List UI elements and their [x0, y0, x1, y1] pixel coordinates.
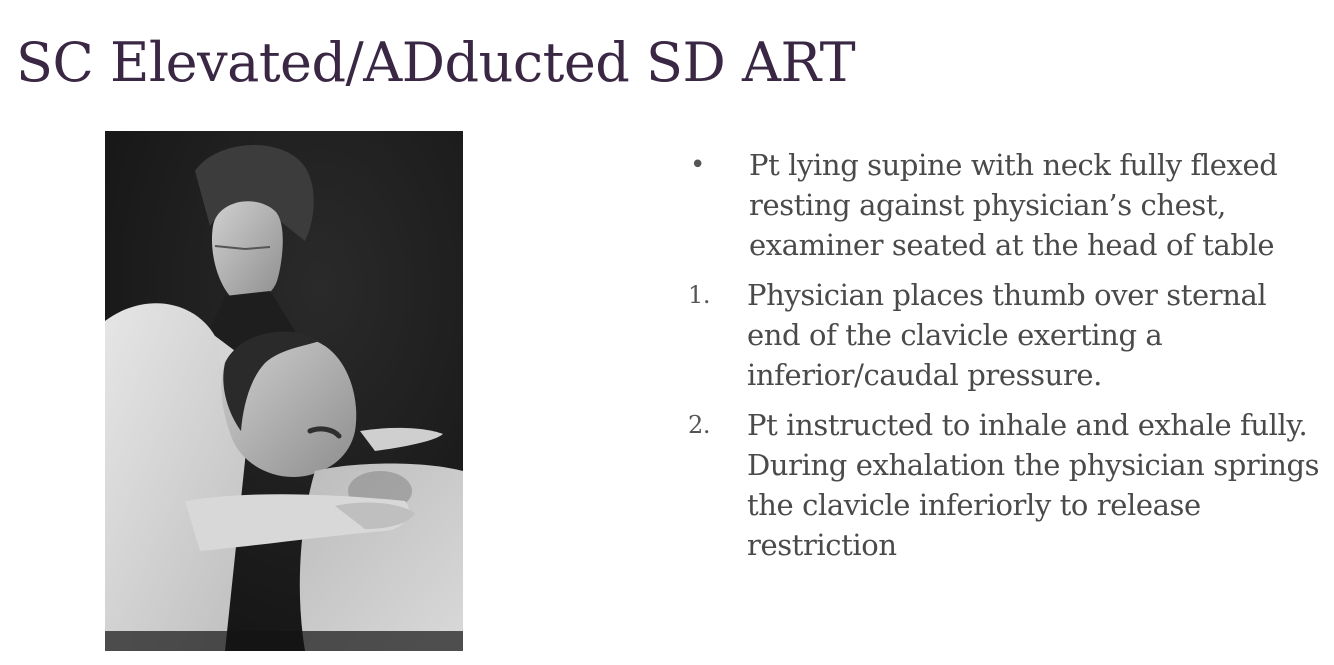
list-item-text: Pt instructed to inhale and exhale fully. During exhalation the physician springs the clavicle inferiorly to release restriction	[747, 408, 1320, 562]
instruction-list	[688, 145, 1328, 575]
list-item-text: Pt lying supine with neck fully flexed resting against physician’s chest, examiner seated at the head of table	[749, 148, 1278, 262]
step-number: 1.	[688, 281, 711, 309]
list-item	[688, 275, 1328, 395]
photo-bottom-shadow	[105, 631, 463, 651]
list-item	[688, 405, 1328, 565]
list-item-text: Physician places thumb over sternal end of the clavicle exerting a inferior/caudal pressure.	[747, 278, 1267, 392]
photo-illustration	[105, 131, 463, 651]
slide-title: SC Elevated/ADducted SD ART	[16, 31, 856, 94]
bullet-marker: •	[690, 150, 705, 180]
step-number: 2.	[688, 411, 711, 439]
list-item	[688, 145, 1328, 265]
technique-photo	[105, 131, 463, 651]
